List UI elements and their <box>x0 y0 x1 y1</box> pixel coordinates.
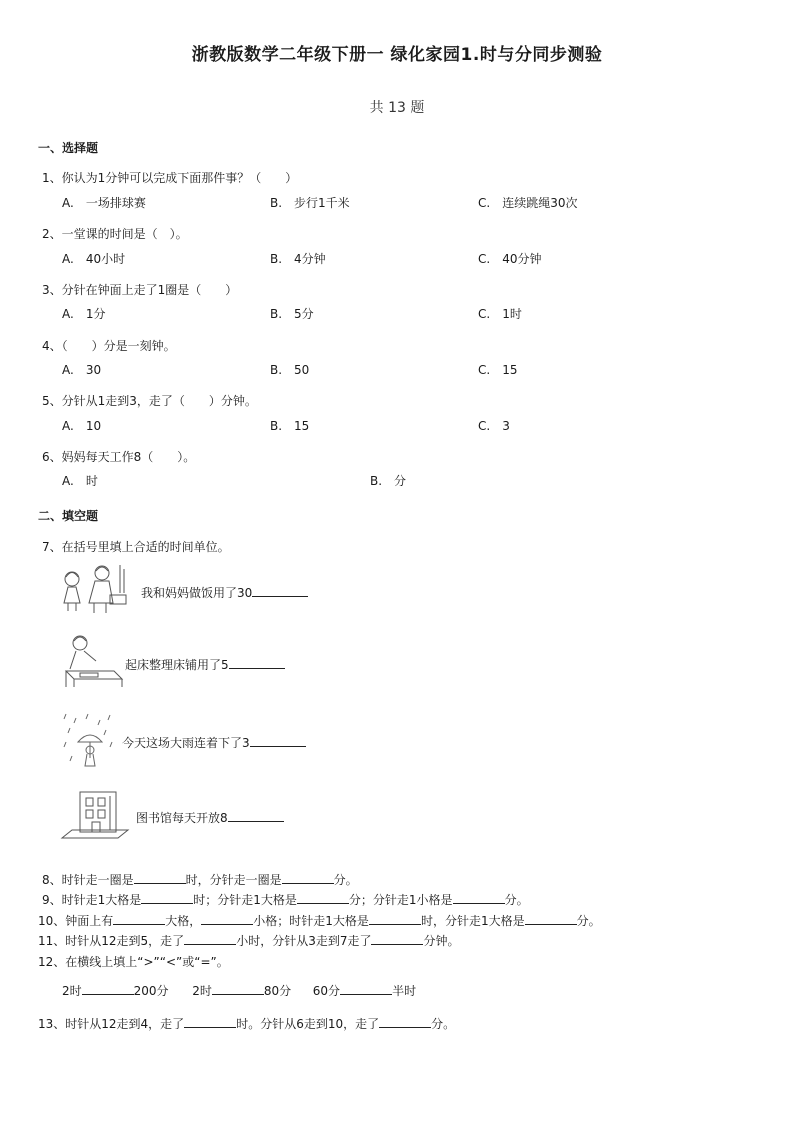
q5-option-a[interactable]: A. 10 <box>62 419 102 433</box>
question-3: 3、分针在钟面上走了1圈是（ ） <box>42 283 238 297</box>
q12-c1-right: 200分 <box>133 984 169 998</box>
q10-blank-3[interactable] <box>369 913 421 925</box>
q10-text-3: 小格；时针走1大格是 <box>253 914 369 928</box>
q10-text-5: 分。 <box>576 914 601 928</box>
q7-item-4-text: 图书馆每天开放8 <box>136 811 228 825</box>
q1-option-c[interactable]: C. 连续跳绳30次 <box>478 196 578 210</box>
question-11 <box>38 932 459 949</box>
q1-option-b[interactable]: B. 步行1千米 <box>270 196 350 210</box>
q13-text-3: 分。 <box>431 1017 456 1031</box>
q12-c2-left: 2时 <box>192 984 212 998</box>
q9-text-4: 分。 <box>504 893 529 907</box>
q11-text-2: 小时，分针从3走到7走了 <box>236 934 372 948</box>
q7-item-3 <box>122 734 306 751</box>
q7-item-1 <box>141 584 308 601</box>
q3-option-c[interactable]: C. 1时 <box>478 307 522 321</box>
q9-blank-2[interactable] <box>297 892 349 904</box>
q7-item-3-text: 今天这场大雨连着下了3 <box>122 736 250 750</box>
q2-option-a[interactable]: A. 40小时 <box>62 252 126 266</box>
q10-blank-2[interactable] <box>201 913 253 925</box>
q11-blank-1[interactable] <box>184 933 236 945</box>
q10-blank-1[interactable] <box>113 913 165 925</box>
question-13 <box>38 1015 455 1032</box>
q7-item-4 <box>136 809 284 826</box>
q12-c3-left: 60分 <box>312 984 341 998</box>
q10-text-1: 10、钟面上有 <box>38 914 114 928</box>
q8-text-2: 时，分针走一圈是 <box>185 873 282 887</box>
q13-blank-2[interactable] <box>379 1016 431 1028</box>
q11-text-3: 分钟。 <box>423 934 460 948</box>
q8-text-3: 分。 <box>333 873 358 887</box>
q7-blank-3[interactable] <box>250 735 306 747</box>
question-6: 6、妈妈每天工作8（ ）。 <box>42 450 196 464</box>
q11-text-1: 11、时针从12走到5，走了 <box>38 934 185 948</box>
cooking-illustration <box>58 563 132 617</box>
q12-c3-right: 半时 <box>392 984 417 998</box>
section-choice: 一、选择题 <box>38 141 99 155</box>
page-title: 浙教版数学二年级下册一 绿化家园1.时与分同步测验 <box>191 45 603 65</box>
q7-item-1-text: 我和妈妈做饭用了30 <box>141 586 253 600</box>
q7-blank-2[interactable] <box>229 657 285 669</box>
q2-option-b[interactable]: B. 4分钟 <box>270 252 326 266</box>
q5-option-b[interactable]: B. 15 <box>270 419 310 433</box>
q12-c2-right: 80分 <box>263 984 292 998</box>
q2-option-c[interactable]: C. 40分钟 <box>478 252 542 266</box>
q10-text-2: 大格， <box>165 914 202 928</box>
q8-blank-1[interactable] <box>134 872 186 884</box>
q9-text-3: 分；分针走1小格是 <box>348 893 453 907</box>
section-fill: 二、填空题 <box>38 509 99 523</box>
q12-c1-left: 2时 <box>62 984 82 998</box>
q10-text-4: 时，分针走1大格是 <box>420 914 525 928</box>
question-5: 5、分针从1走到3，走了（ ）分钟。 <box>42 394 257 408</box>
q3-option-a[interactable]: A. 1分 <box>62 307 106 321</box>
q11-blank-2[interactable] <box>371 933 423 945</box>
q12-blank-2[interactable] <box>212 983 264 995</box>
q13-text-2: 时。分针从6走到10，走了 <box>236 1017 380 1031</box>
q12-blank-3[interactable] <box>340 983 392 995</box>
q8-blank-2[interactable] <box>282 872 334 884</box>
q10-blank-4[interactable] <box>525 913 577 925</box>
q4-option-a[interactable]: A. 30 <box>62 363 102 377</box>
q13-text-1: 13、时针从12走到4，走了 <box>38 1017 185 1031</box>
q12-blank-1[interactable] <box>82 983 134 995</box>
question-1: 1、你认为1分钟可以完成下面那件事？（ ） <box>42 171 298 185</box>
q4-option-c[interactable]: C. 15 <box>478 363 518 377</box>
q7-item-2 <box>125 656 285 673</box>
question-7: 7、在括号里填上合适的时间单位。 <box>42 540 230 554</box>
q7-blank-4[interactable] <box>228 810 284 822</box>
question-count: 共 13 题 <box>369 100 425 116</box>
q5-option-c[interactable]: C. 3 <box>478 419 510 433</box>
q9-blank-1[interactable] <box>141 892 193 904</box>
question-8 <box>42 871 358 888</box>
q3-option-b[interactable]: B. 5分 <box>270 307 314 321</box>
q1-option-a[interactable]: A. 一场排球赛 <box>62 196 146 210</box>
q13-blank-1[interactable] <box>184 1016 236 1028</box>
question-10 <box>38 912 601 929</box>
question-4: 4、（ ）分是一刻钟。 <box>42 339 176 353</box>
q6-option-a[interactable]: A. 时 <box>62 474 98 488</box>
q6-option-b[interactable]: B. 分 <box>370 474 407 488</box>
question-2: 2、一堂课的时间是（ ）。 <box>42 227 188 241</box>
q12-comparisons <box>62 982 416 999</box>
bed-illustration <box>60 633 126 693</box>
library-illustration <box>58 786 132 848</box>
question-9 <box>42 891 529 908</box>
question-12: 12、在横线上填上“>”“<”或“=”。 <box>38 955 229 969</box>
rain-illustration <box>62 712 118 772</box>
q4-option-b[interactable]: B. 50 <box>270 363 310 377</box>
q9-text-2: 时；分针走1大格是 <box>193 893 297 907</box>
q7-item-2-text: 起床整理床铺用了5 <box>125 658 229 672</box>
q8-text-1: 8、时针走一圈是 <box>42 873 134 887</box>
q9-blank-3[interactable] <box>453 892 505 904</box>
q7-blank-1[interactable] <box>252 585 308 597</box>
q9-text-1: 9、时针走1大格是 <box>42 893 142 907</box>
